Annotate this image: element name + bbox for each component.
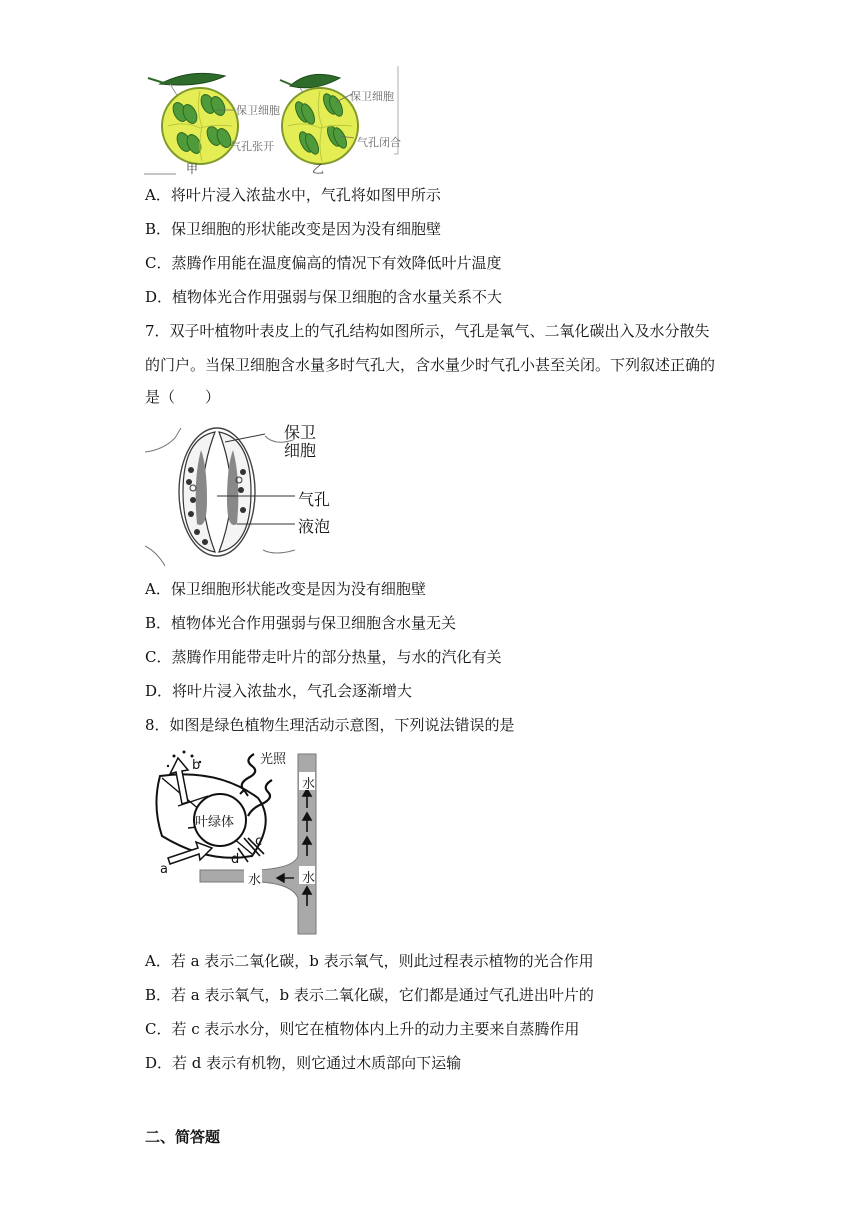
- q7-figure-vacuole-label: 液泡: [298, 517, 331, 536]
- q8-option-b: B．若 a 表示氧气，b 表示二氧化碳，它们都是通过气孔进出叶片的: [145, 986, 594, 1004]
- q7-option-d: D．将叶片浸入浓盐水，气孔会逐渐增大: [145, 682, 413, 700]
- stomata-comparison-figure: [140, 66, 410, 178]
- q8-figure-water-petiole: 水: [248, 873, 262, 888]
- fig1-right-guard-label: 保卫细胞: [350, 90, 394, 103]
- q8-stem: 8．如图是绿色植物生理活动示意图，下列说法错误的是: [145, 716, 515, 734]
- q8-figure-c-label: c: [255, 834, 263, 849]
- q7-option-b: B．植物体光合作用强弱与保卫细胞含水量无关: [145, 614, 457, 632]
- q7-figure-guard-label-2: 细胞: [284, 441, 317, 460]
- stoma-structure-figure: [145, 420, 295, 568]
- q8-figure-d-label: d: [231, 852, 240, 867]
- fig1-left-stoma-label: 气孔张开: [230, 140, 274, 153]
- fig1-left-guard-label: 保卫细胞: [236, 104, 280, 117]
- q8-option-d: D．若 d 表示有机物，则它通过木质部向下运输: [145, 1054, 462, 1072]
- q8-figure-a-label: a: [160, 862, 168, 877]
- q7-option-c: C．蒸腾作用能带走叶片的部分热量，与水的汽化有关: [145, 648, 502, 666]
- q7-option-a: A．保卫细胞形状能改变是因为没有细胞壁: [145, 580, 426, 598]
- q7-stem-line-2: 的门户。当保卫细胞含水量多时气孔大，含水量少时气孔小甚至关闭。下列叙述正确的: [145, 356, 716, 374]
- fig1-right-stoma-label: 气孔闭合: [357, 136, 401, 149]
- section-2-heading: 二、简答题: [145, 1128, 221, 1146]
- q8-figure-light-label: 光照: [260, 752, 287, 767]
- fig1-right-caption: 乙: [312, 162, 325, 176]
- q8-option-a: A．若 a 表示二氧化碳，b 表示氧气，则此过程表示植物的光合作用: [145, 952, 594, 970]
- q6-option-c: C．蒸腾作用能在温度偏高的情况下有效降低叶片温度: [145, 254, 502, 272]
- q6-option-b: B．保卫细胞的形状能改变是因为没有细胞壁: [145, 220, 442, 238]
- q7-figure-stoma-label: 气孔: [298, 490, 331, 509]
- q8-figure-chloroplast-label: 叶绿体: [195, 815, 235, 830]
- fig1-left-caption: 甲: [186, 162, 199, 176]
- q6-option-d: D．植物体光合作用强弱与保卫细胞的含水量关系不大: [145, 288, 503, 306]
- q8-figure-water-stem: 水: [302, 871, 316, 886]
- q7-stem-line-1: 7．双子叶植物叶表皮上的气孔结构如图所示，气孔是氧气、二氧化碳出入及水分散失: [145, 322, 710, 340]
- q8-figure-water-top: 水: [302, 777, 316, 792]
- q8-option-c: C．若 c 表示水分，则它在植物体内上升的动力主要来自蒸腾作用: [145, 1020, 580, 1038]
- q7-figure-guard-label-1: 保卫: [284, 423, 317, 442]
- q6-option-a: A．将叶片浸入浓盐水中，气孔将如图甲所示: [145, 186, 441, 204]
- q8-figure-b-label: b: [192, 758, 201, 773]
- q7-stem-line-3: 是（ ）: [145, 388, 221, 406]
